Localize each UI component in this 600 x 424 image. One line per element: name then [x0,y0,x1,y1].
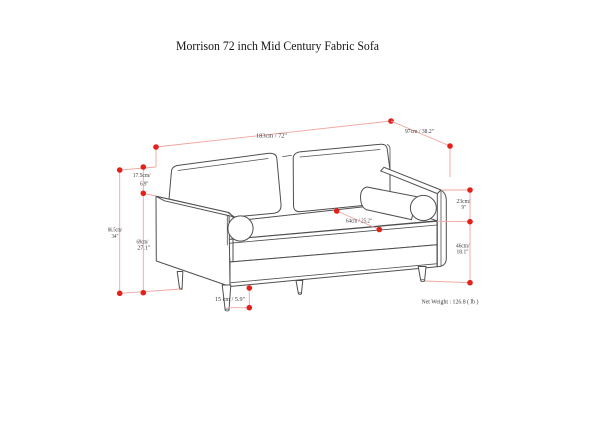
marker-dot [141,191,147,197]
seat-depth-label: 64cm / 25.2" [346,217,373,225]
marker-dot [141,164,147,170]
leg-front-right-foot [421,280,425,282]
right-bolster-cap [410,195,436,220]
marker-dot [153,144,159,150]
left-bolster-cap [228,216,253,241]
arm-height-label-line1: 69cm/ [136,238,149,246]
marker-dot [247,285,253,291]
seat-height-label-line2: 18.1" [456,248,469,256]
leg-middle-foot [298,293,301,295]
overall-depth-label: 97cm / 38.2" [405,127,435,135]
marker-dot [467,219,473,225]
right-arm-front [437,190,446,267]
arm-above-seat-label-line1: 23cm/ [456,198,471,206]
marker-dot [377,227,383,233]
marker-dot [334,208,340,214]
marker-dot [117,167,123,173]
leg-height-label: 15 cm / 5.9" [215,295,246,303]
sofa-illustration [156,144,446,311]
back-frame-gap [283,155,292,156]
back-height-above-arm-label-line1: 17.5cm/ [132,172,151,179]
arm-above-seat-label-line2: 9" [461,204,467,212]
arm-height-label-line2: 27.1" [137,244,151,252]
marker-dot [117,291,123,297]
back-height-above-arm-label-line2: 6.9" [140,180,149,188]
marker-dot [467,187,473,193]
product-title: Morrison 72 inch Mid Century Fabric Sofa [176,39,380,53]
overall-width-label: 183cm / 72" [256,132,288,140]
marker-dot [247,305,253,311]
seat-height-label-line1: 46cm/ [456,242,470,250]
overall-height-label-line1: 86.5cm/ [108,226,123,234]
marker-dot [141,290,147,296]
leg-back-left [177,272,183,289]
leg-front-left-foot [225,309,229,311]
overall-height-label-line2: 34" [111,232,119,240]
marker-dot [447,143,453,149]
marker-dot [467,280,473,286]
leg-front-right [418,267,426,281]
net-weight-label: Net Weight : 126.8 ( lb ) [421,298,479,306]
leg-middle [296,281,303,294]
